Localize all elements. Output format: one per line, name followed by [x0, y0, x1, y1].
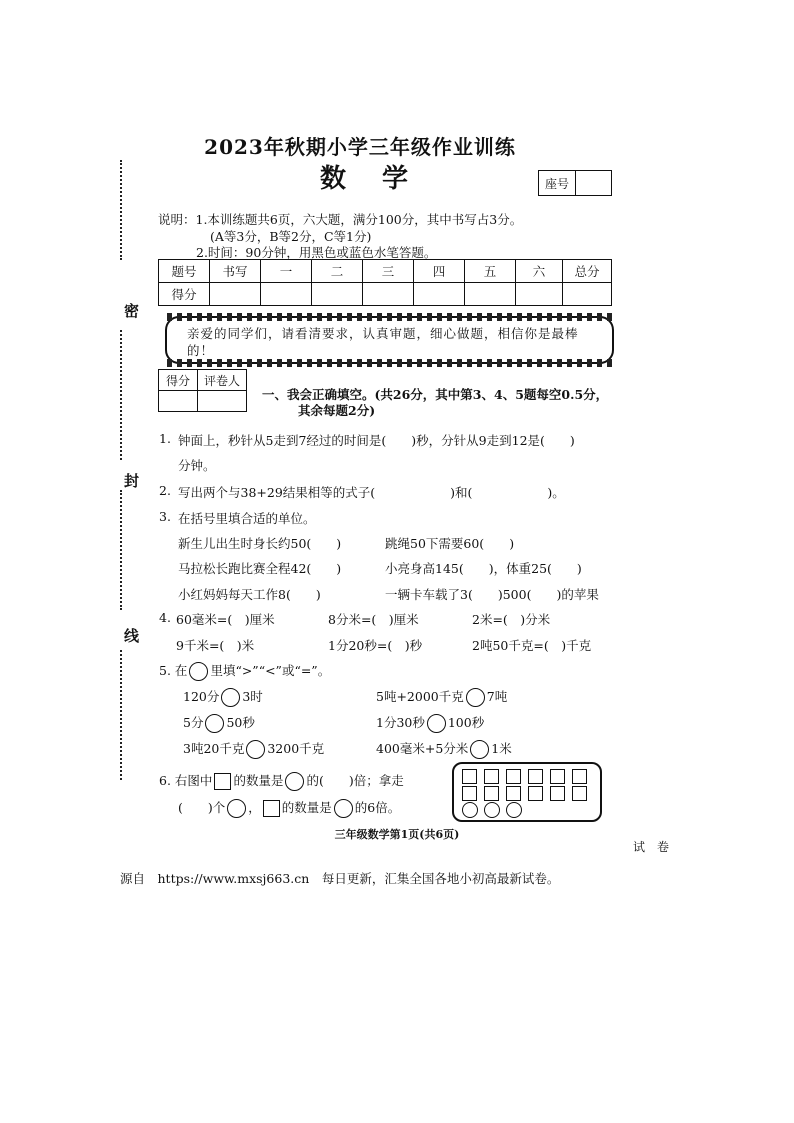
question-3-item: 小亮身高145( )，体重25( ): [385, 561, 582, 576]
figure-circle: [462, 802, 478, 818]
question-6-line-1: [159, 771, 404, 791]
question-1-text-cont: 分钟。: [178, 458, 216, 473]
section-1-title-cont: 其余每题2分): [298, 403, 376, 418]
question-4-item: 2米=( )分米: [472, 612, 551, 627]
compare-circle-blank[interactable]: [427, 714, 446, 733]
grader-score-label: 得分: [159, 370, 198, 391]
score-cell[interactable]: [210, 283, 261, 306]
page-subtitle: 数学: [320, 164, 445, 194]
circle-icon: [227, 799, 246, 818]
score-table-header-row: [159, 260, 612, 283]
question-6-text: 右图中: [174, 773, 213, 788]
question-4-item: 2吨50千克=( )千克: [472, 638, 592, 653]
figure-square: [484, 769, 499, 784]
figure-square: [550, 786, 565, 801]
figure-circle: [506, 802, 522, 818]
question-3-number: 3.: [159, 509, 171, 524]
page-footer: 三年级数学第1页(共6页): [334, 828, 460, 841]
compare-right: 3200千克: [267, 741, 325, 756]
seal-dotted-line-middle: [120, 330, 124, 460]
compare-circle-blank[interactable]: [246, 740, 265, 759]
compare-circle-blank[interactable]: [470, 740, 489, 759]
question-2-text: 写出两个与38+29结果相等的式子( )和( )。: [178, 485, 565, 500]
question-3-item: 跳绳50下需要60( ): [385, 536, 515, 551]
question-4-item: 1分20秒=( )秒: [328, 638, 423, 653]
grader-name-label: 评卷人: [198, 370, 247, 391]
square-icon: [263, 800, 280, 817]
question-3-text: 在括号里填合适的单位。: [178, 511, 316, 526]
question-5-intro-b: 里填“>”“<”或“=”。: [210, 663, 331, 678]
figure-square: [572, 769, 587, 784]
question-4-item: 9千米=( )米: [176, 638, 255, 653]
score-header-cell: 总分: [563, 260, 612, 283]
figure-square: [506, 786, 521, 801]
question-4-item: 8分米=( )厘米: [328, 612, 419, 627]
seat-number-label: 座号: [545, 177, 570, 191]
question-6-text: 的数量是: [233, 773, 284, 788]
compare-left: 5吨+2000千克: [376, 689, 464, 704]
compare-left: 1分30秒: [376, 715, 425, 730]
question-1-number: 1.: [159, 431, 171, 446]
figure-square: [484, 786, 499, 801]
question-5-intro: [159, 661, 330, 681]
circle-icon: [285, 772, 304, 791]
figure-square: [550, 769, 565, 784]
compare-item: [183, 687, 263, 707]
side-note: 试卷: [633, 840, 682, 854]
compare-circle-blank[interactable]: [466, 688, 485, 707]
seat-number-box: [538, 170, 612, 196]
compare-item: [376, 687, 507, 707]
figure-square: [572, 786, 587, 801]
seal-dotted-line-bottom: [120, 650, 124, 780]
figure-circle: [484, 802, 500, 818]
figure-square: [528, 769, 543, 784]
side-label-xian: 线: [124, 627, 140, 645]
question-6-text: ，: [248, 800, 261, 815]
circle-icon: [189, 662, 208, 681]
compare-right: 50秒: [226, 715, 255, 730]
score-cell[interactable]: [516, 283, 563, 306]
question-1-text: 钟面上，秒针从5走到7经过的时间是( )秒，分针从9走到12是( ): [178, 433, 575, 448]
figure-square: [462, 769, 477, 784]
question-4-number: 4.: [159, 610, 171, 625]
compare-right: 7吨: [486, 689, 508, 704]
score-header-cell: 题号: [159, 260, 210, 283]
compare-item: [376, 713, 484, 733]
question-5-number: 5.: [159, 663, 171, 678]
compare-item: [376, 739, 512, 759]
figure-square: [462, 786, 477, 801]
vine-border-top: [167, 313, 612, 321]
question-6-number: 6.: [159, 773, 171, 788]
seat-number-field[interactable]: [575, 171, 610, 195]
compare-right: 1米: [491, 741, 512, 756]
figure-square: [506, 769, 521, 784]
score-table: [158, 259, 612, 306]
compare-right: 3时: [242, 689, 263, 704]
score-header-cell: 三: [363, 260, 414, 283]
question-6-text: 的( )倍；拿走: [306, 773, 404, 788]
question-6-text: ( )个: [178, 800, 226, 815]
score-header-cell: 二: [312, 260, 363, 283]
vine-border-bottom: [167, 359, 612, 367]
score-cell[interactable]: [312, 283, 363, 306]
banner-text: 亲爱的同学们，请看清要求，认真审题，细心做题，相信你是最棒的！: [187, 326, 579, 358]
question-5-intro-a: 在: [174, 663, 188, 678]
score-header-cell: 一: [261, 260, 312, 283]
compare-left: 3吨20千克: [183, 741, 245, 756]
squares-circles-figure: [452, 762, 602, 822]
grader-name-cell[interactable]: [198, 391, 247, 412]
question-3-item: 一辆卡车载了3( )500( )的苹果: [385, 587, 599, 602]
side-label-feng: 封: [124, 472, 140, 490]
side-label-mi: 密: [124, 302, 140, 320]
instruction-line-3: 2.时间：90分钟，用黑色或蓝色水笔答题。: [196, 245, 437, 260]
circle-icon: [334, 799, 353, 818]
score-header-cell: 五: [465, 260, 516, 283]
instruction-line-1: 说明：1.本训练题共6页，六大题，满分100分，其中书写占3分。: [158, 212, 523, 227]
score-table-score-row: [159, 283, 612, 306]
instruction-line-2: (A等3分，B等2分，C等1分): [210, 229, 372, 244]
source-line: 源自 https://www.mxsj663.cn 每日更新，汇集全国各地小初高最新试卷。: [120, 871, 560, 886]
compare-item: [183, 713, 255, 733]
compare-circle-blank[interactable]: [221, 688, 240, 707]
score-cell[interactable]: [414, 283, 465, 306]
question-3-item: 小红妈妈每天工作8( ): [178, 587, 321, 602]
square-icon: [214, 773, 231, 790]
page-title: 2023年秋期小学三年级作业训练: [204, 135, 516, 159]
compare-left: 400毫米+5分米: [376, 741, 469, 756]
compare-left: 120分: [183, 689, 220, 704]
encouragement-banner: [165, 316, 614, 364]
question-6-text: 的数量是: [281, 800, 332, 815]
score-cell[interactable]: [465, 283, 516, 306]
grader-score-cell[interactable]: [159, 391, 198, 412]
score-cell[interactable]: [563, 283, 612, 306]
compare-right: 100秒: [447, 715, 485, 730]
score-header-cell: 六: [516, 260, 563, 283]
score-row-label: 得分: [159, 283, 210, 306]
score-cell[interactable]: [363, 283, 414, 306]
grader-table: [158, 369, 247, 412]
question-4-item: 60毫米=( )厘米: [176, 612, 275, 627]
compare-circle-blank[interactable]: [205, 714, 224, 733]
section-1-title: 一、我会正确填空。(共26分，其中第3、4、5题每空0.5分，: [262, 387, 609, 402]
question-3-item: 马拉松长跑比赛全程42( ): [178, 561, 342, 576]
seal-dotted-line-lower: [120, 490, 124, 610]
score-header-cell: 书写: [210, 260, 261, 283]
score-header-cell: 四: [414, 260, 465, 283]
seal-dotted-line-top: [120, 160, 124, 260]
score-cell[interactable]: [261, 283, 312, 306]
compare-item: [183, 739, 324, 759]
question-2-number: 2.: [159, 483, 171, 498]
question-6-line-2: [178, 798, 400, 818]
question-6-text: 的6倍。: [354, 800, 401, 815]
figure-square: [528, 786, 543, 801]
question-3-item: 新生儿出生时身长约50( ): [178, 536, 342, 551]
compare-left: 5分: [183, 715, 204, 730]
